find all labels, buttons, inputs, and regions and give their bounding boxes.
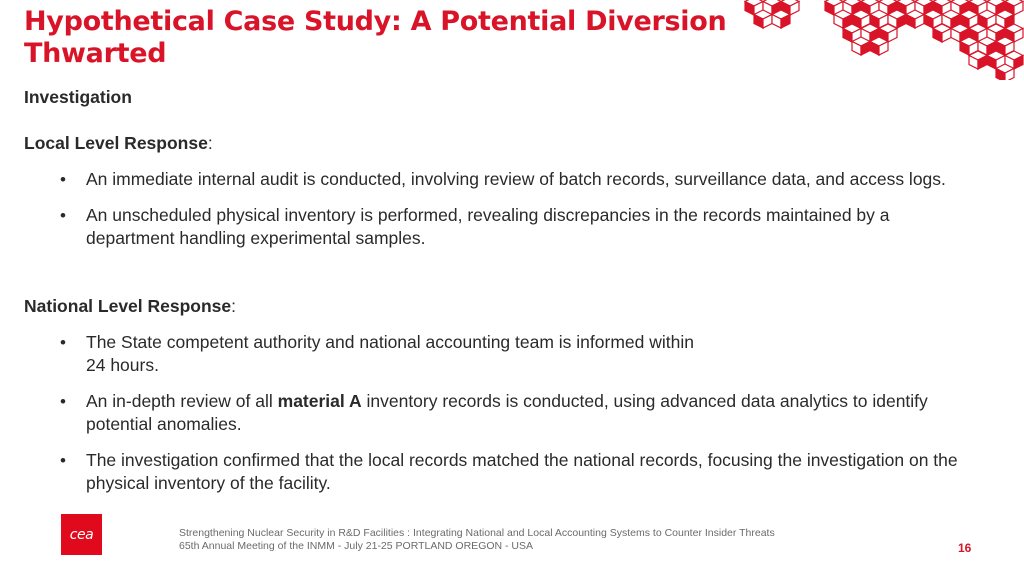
footer-line-1: Strengthening Nuclear Security in R&D Facilities : Integrating National and Local Accounting Systems to Counter Insider Threats: [179, 527, 775, 539]
national-heading-colon: :: [231, 296, 237, 316]
bullet-text-post: inventory records is conducted, using advanced data analytics to identify potential anomalies.: [86, 391, 928, 434]
bullet-text: An unscheduled physical inventory is performed, revealing discrepancies in the records maintained by a department handling experimental samples.: [86, 205, 890, 248]
bullet-text: The investigation confirmed that the local records matched the national records, focusing the investigation on the physical inventory of the facility.: [86, 450, 958, 493]
bullet-dot: •: [60, 206, 66, 225]
cube-pattern-decoration: [734, 0, 1024, 80]
cube-shape: [772, 10, 790, 28]
cube-shape: [852, 37, 870, 55]
bullet-text-line2: 24 hours.: [86, 355, 159, 375]
cube-shape: [754, 10, 772, 28]
investigation-heading: Investigation: [24, 87, 132, 107]
list-item: [60, 449, 960, 495]
cube-shape: [969, 51, 987, 69]
local-heading-text: Local Level Response: [24, 133, 208, 153]
bullet-dot: •: [60, 170, 66, 189]
bullet-dot: •: [60, 333, 66, 352]
list-item: [60, 390, 960, 436]
local-level-heading: [24, 133, 213, 154]
list-item: [60, 204, 960, 250]
bullet-text-bold: material A: [277, 391, 362, 411]
slide-title: Hypothetical Case Study: A Potential Diversion Thwarted: [24, 6, 727, 69]
bullet-dot: •: [60, 451, 66, 470]
bullet-text-pre: An in-depth review of all: [86, 391, 278, 411]
footer-text: [179, 527, 775, 553]
cube-shape: [933, 24, 951, 42]
bullet-text: An immediate internal audit is conducted, involving review of batch records, surveillance data, and access logs.: [86, 169, 946, 189]
local-heading-colon: :: [207, 133, 213, 153]
cube-shape: [870, 37, 888, 55]
footer-line-2: 65th Annual Meeting of the INMM - July 21-25 PORTLAND OREGON - USA: [179, 540, 534, 552]
cube-shape: [906, 10, 924, 28]
list-item: [60, 168, 960, 191]
page-number: 16: [958, 541, 972, 555]
national-level-heading: [24, 296, 236, 317]
national-bullet-list: [60, 331, 960, 508]
local-bullet-list: [60, 168, 960, 263]
cea-logo: cea: [61, 514, 102, 555]
bullet-dot: •: [60, 392, 66, 411]
list-item: [60, 331, 960, 377]
bullet-text-line1: The State competent authority and national accounting team is informed within: [86, 332, 694, 352]
national-heading-text: National Level Response: [24, 296, 232, 316]
